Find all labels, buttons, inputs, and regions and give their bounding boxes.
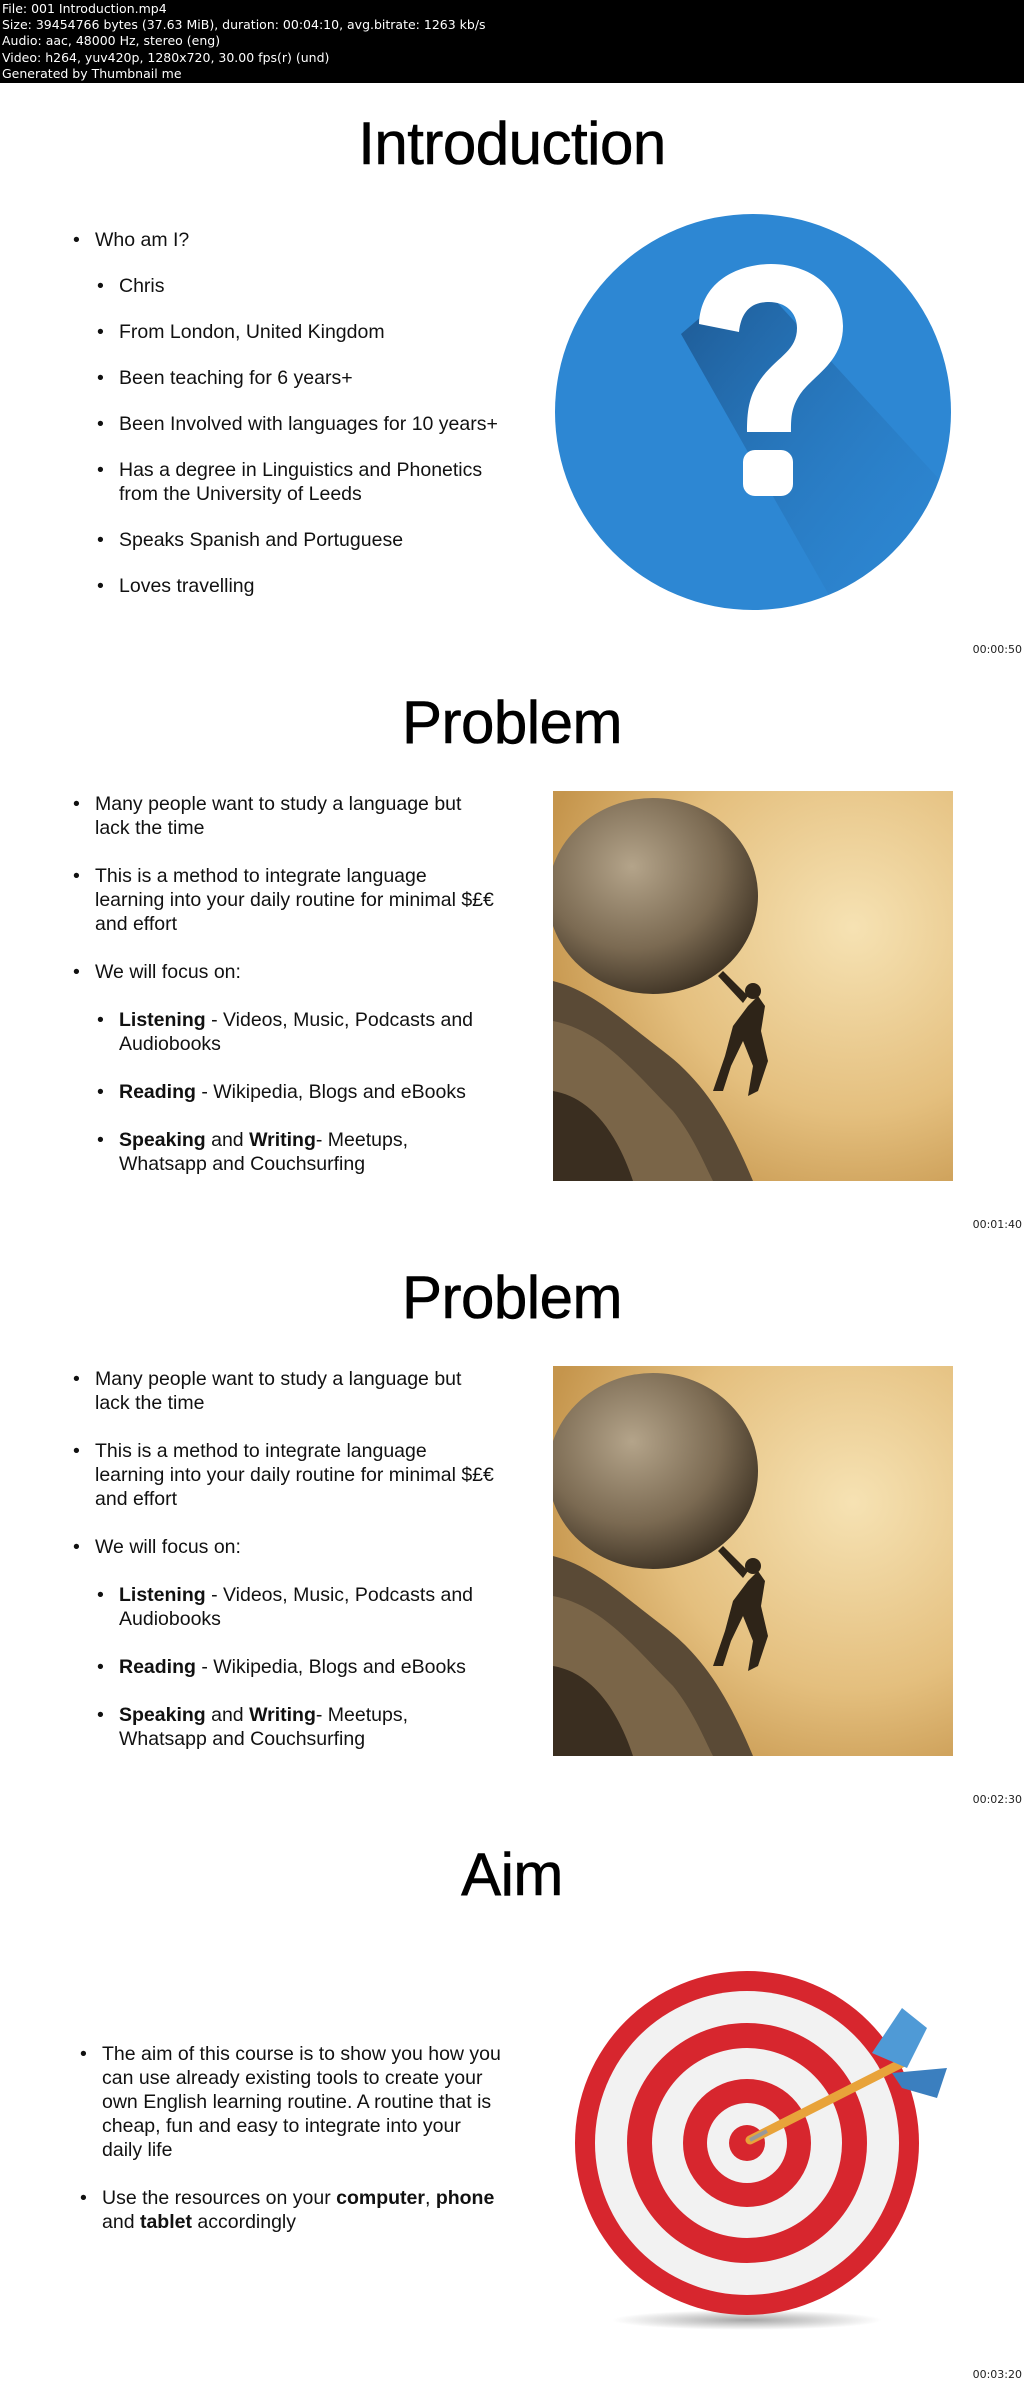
bullet-list [95,792,500,1176]
bullet-aim: • The aim of this course is to show you how you can use already existing tools to create your own English learning routine. A routine that is cheap, fun and easy to integrate into your daily life [102,2042,502,2162]
sub-bullet-text: and [205,1704,250,1726]
sub-bullet: • From London, United Kingdom [119,320,535,344]
sub-bullet-reading [119,1655,500,1679]
video-info-header [0,0,1024,83]
bold-term: computer [336,2187,425,2209]
sub-bullet-text: and [205,1129,250,1151]
bullet-who: • Who am I? [95,228,535,252]
sub-bullet: • Been teaching for 6 years+ [119,366,535,390]
sub-bullet-text: - Videos, Music, Podcasts and Audiobooks [119,1584,474,1630]
timestamp: 00:00:50 [972,643,1022,656]
bullet-list [95,1367,500,1751]
bold-term: Speaking [119,1704,206,1726]
sub-bullet-speaking [119,1703,500,1751]
bullet: • Many people want to study a language but lack the time [95,792,500,840]
bold-term: Writing [249,1704,316,1726]
bullet-list [102,2042,502,2234]
bullet-text: Use the resources on your [102,2187,337,2209]
bullet: • This is a method to integrate language learning into your daily routine for minimal $£€ and effort [95,1439,500,1511]
question-mark-icon [551,214,955,610]
sub-bullet-text: - Wikipedia, Blogs and eBooks [195,1081,466,1103]
sub-bullet: • Been Involved with languages for 10 years+ [119,412,535,436]
slide-title: Problem [402,689,622,756]
timestamp: 00:01:40 [972,1218,1022,1231]
sub-bullet: • Has a degree in Linguistics and Phonetics from the University of Leeds [119,458,519,506]
sub-bullet: • Loves travelling [119,574,535,598]
bullet-text: , [424,2187,436,2209]
bold-term: Reading [119,1081,196,1103]
bullet-text: and [102,2211,140,2233]
sisyphus-boulder-photo [553,1366,953,1756]
bold-term: Listening [119,1009,206,1031]
bold-term: tablet [139,2211,192,2233]
sub-bullet-listening [119,1583,500,1631]
sisyphus-boulder-photo [553,791,953,1181]
sub-bullet-text: - Wikipedia, Blogs and eBooks [195,1656,466,1678]
sub-bullet-text: - Meetups, Whatsapp and Couchsurfing [119,1129,408,1175]
timestamp: 00:03:20 [972,2368,1022,2381]
sub-bullet-text: - Videos, Music, Podcasts and Audiobooks [119,1009,474,1055]
bullet: • Many people want to study a language but lack the time [95,1367,500,1415]
target-dart-icon [572,1958,952,2338]
file-line: File: 001 Introduction.mp4 [2,1,167,16]
audio-line: Audio: aac, 48000 Hz, stereo (eng) [2,33,221,49]
slide-problem [0,658,1024,1234]
bold-term: phone [435,2187,495,2209]
size-line: Size: 39454766 bytes (37.63 MiB), duration: 00:04:10, avg.bitrate: 1263 kb/s [2,17,486,33]
timestamp: 00:02:30 [972,1793,1022,1806]
generator-line: Generated by Thumbnail me [2,65,182,81]
slide-title: Introduction [358,110,666,177]
sub-bullet-text: - Meetups, Whatsapp and Couchsurfing [119,1704,408,1750]
bold-term: Writing [249,1129,316,1151]
bullet: • We will focus on: [95,1535,500,1559]
sub-bullet: • Chris [119,274,535,298]
video-line: Video: h264, yuv420p, 1280x720, 30.00 fps(r) (und) [2,49,330,65]
bullet: • We will focus on: [95,960,500,984]
sub-bullet-speaking [119,1128,500,1176]
slide-title: Aim [461,1841,563,1908]
bold-term: Reading [119,1656,196,1678]
sub-bullet-listening [119,1008,500,1056]
bold-term: Speaking [119,1129,206,1151]
bullet-resources [102,2186,502,2234]
bullet-list [95,228,535,598]
slide-problem [0,1233,1024,1809]
slide-aim [0,1808,1024,2384]
slide-introduction [0,83,1024,659]
sub-bullet: • Speaks Spanish and Portuguese [119,528,535,552]
bullet-text: accordingly [191,2211,297,2233]
bold-term: Listening [119,1584,206,1606]
slide-title: Problem [402,1264,622,1331]
bullet: • This is a method to integrate language learning into your daily routine for minimal $£€ and effort [95,864,500,936]
sub-bullet-reading [119,1080,500,1104]
